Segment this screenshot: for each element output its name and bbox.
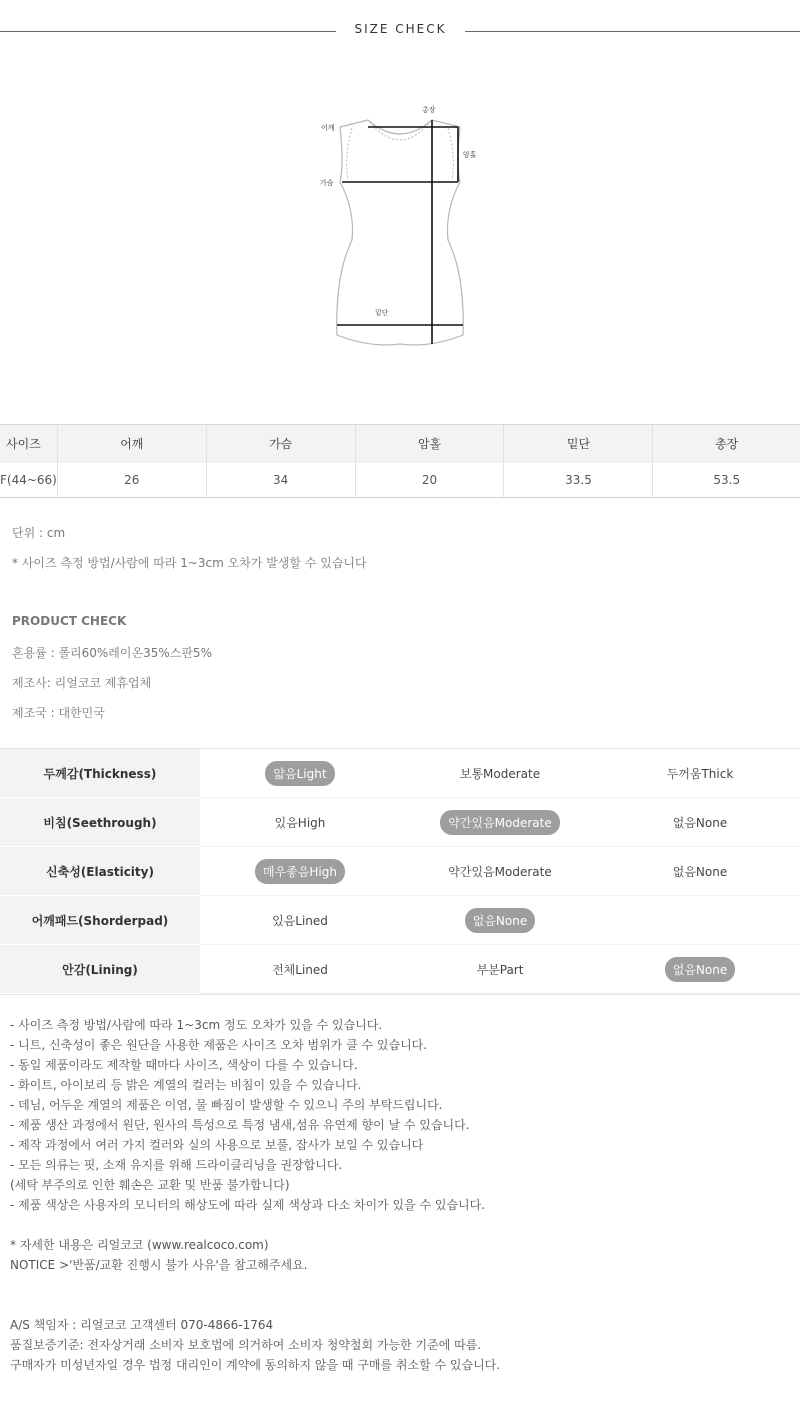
maker-info: 제조사: 리얼코코 제휴업체 <box>12 676 152 690</box>
fabric-row-seethrough <box>0 798 800 847</box>
notice-line: - 니트, 신축성이 좋은 원단을 사용한 제품은 사이즈 오차 범위가 클 수 있습니다. <box>10 1038 428 1052</box>
notice-line: - 제품 색상은 사용자의 모니터의 해상도에 따라 실제 색상과 다소 차이가 있을 수 있습니다. <box>10 1198 486 1212</box>
tolerance-note: * 사이즈 측정 방법/사람에 따라 1~3cm 오차가 발생할 수 있습니다 <box>12 556 367 570</box>
unit-note: 단위 : cm <box>12 526 66 540</box>
notice-list <box>10 1015 500 1375</box>
cell-shoulder: 26 <box>57 463 206 498</box>
fabric-label: 두께감(Thickness) <box>0 749 200 798</box>
chest-label: 가슴 <box>320 179 334 187</box>
fabric-option <box>400 847 600 896</box>
size-table <box>0 424 800 498</box>
fabric-option <box>600 896 800 945</box>
selected-option-pill: 약간있음Moderate <box>440 810 559 835</box>
fabric-option <box>400 798 600 847</box>
notice-line: (세탁 부주의로 인한 훼손은 교환 및 반품 불가합니다) <box>10 1178 290 1192</box>
length-label: 총장 <box>422 106 436 114</box>
fabric-option <box>200 896 400 945</box>
fabric-label: 안감(Lining) <box>0 945 200 994</box>
hem-label: 밑단 <box>375 309 389 317</box>
garment-measurement-diagram <box>300 100 500 350</box>
cell-hem: 33.5 <box>504 463 653 498</box>
fabric-row-lining <box>0 945 800 994</box>
selected-option-pill: 얇음Light <box>265 761 334 786</box>
fabric-option <box>600 798 800 847</box>
option-text: 없음None <box>672 864 728 879</box>
fabric-row-thickness <box>0 749 800 798</box>
dress-neckline <box>370 122 430 140</box>
option-text: 없음None <box>672 815 728 830</box>
notice-line: NOTICE >'반품/교환 진행시 불가 사유'을 참고해주세요. <box>10 1258 308 1272</box>
fabric-option <box>200 749 400 798</box>
fabric-row-shoulderpad <box>0 896 800 945</box>
fabric-table-divider <box>0 994 800 995</box>
fabric-option <box>200 945 400 994</box>
fabric-option <box>600 749 800 798</box>
armhole-label: 암홀 <box>463 151 477 159</box>
table-row <box>0 463 800 498</box>
fabric-row-elasticity <box>0 847 800 896</box>
notice-line: 구매자가 미성년자일 경우 법정 대리인이 계약에 동의하지 않을 때 구매를 취소할 수 있습니다. <box>10 1358 501 1372</box>
option-text: 두꺼움Thick <box>666 766 734 781</box>
notice-line: - 모든 의류는 핏, 소재 유지를 위해 드라이클리닝을 권장합니다. <box>10 1158 343 1172</box>
dress-outline <box>337 120 463 345</box>
option-text: 전체Lined <box>272 962 328 977</box>
header-divider-left <box>0 31 336 32</box>
selected-option-pill: 없음None <box>465 908 536 933</box>
option-text: 부분Part <box>476 962 524 977</box>
notice-line: - 데님, 어두운 계열의 제품은 이염, 물 빠짐이 발생할 수 있으니 주의 부탁드립니다. <box>10 1098 443 1112</box>
cell-chest: 34 <box>206 463 355 498</box>
option-text: 약간있음Moderate <box>448 864 552 879</box>
fabric-option <box>400 945 600 994</box>
selected-option-pill: 없음None <box>665 957 736 982</box>
fabric-option <box>600 945 800 994</box>
fabric-option <box>200 847 400 896</box>
notice-line: - 제품 생산 과정에서 원단, 원사의 특성으로 특정 냄새,섬유 유연제 향이 날 수 있습니다. <box>10 1118 470 1132</box>
country-info: 제조국 : 대한민국 <box>12 706 105 720</box>
notice-line <box>10 1215 500 1235</box>
notice-line: * 자세한 내용은 리얼코코 (www.realcoco.com) <box>10 1238 269 1252</box>
fabric-label: 비침(Seethrough) <box>0 798 200 847</box>
header-divider-right <box>465 31 800 32</box>
notice-line: - 사이즈 측정 방법/사람에 따라 1~3cm 정도 오차가 있을 수 있습니다. <box>10 1018 383 1032</box>
fabric-option <box>600 847 800 896</box>
size-check-header <box>0 18 800 44</box>
cell-size: F(44~66) <box>0 463 57 498</box>
option-text: 있음Lined <box>272 913 328 928</box>
fabric-option <box>400 896 600 945</box>
col-header-shoulder: 어깨 <box>57 425 206 463</box>
size-check-title: SIZE CHECK <box>354 22 447 36</box>
shoulder-label: 어깨 <box>321 124 335 132</box>
col-header-hem: 밑단 <box>504 425 653 463</box>
armhole-stitch-right <box>448 128 453 180</box>
product-check-title: PRODUCT CHECK <box>12 614 127 628</box>
col-header-chest: 가슴 <box>206 425 355 463</box>
fabric-info-table <box>0 748 800 994</box>
notice-line: - 화이트, 아이보리 등 밝은 계열의 컬러는 비침이 있을 수 있습니다. <box>10 1078 362 1092</box>
selected-option-pill: 매우좋음High <box>255 859 345 884</box>
fabric-label: 신축성(Elasticity) <box>0 847 200 896</box>
cell-length: 53.5 <box>653 463 800 498</box>
blend-info: 혼용률 : 폴리60%레이온35%스판5% <box>12 646 212 660</box>
col-header-armhole: 암홀 <box>355 425 504 463</box>
notice-line: A/S 책임자 : 리얼코코 고객센터 070-4866-1764 <box>10 1318 274 1332</box>
fabric-option <box>200 798 400 847</box>
option-text: 있음High <box>274 815 326 830</box>
notice-line <box>10 1295 500 1315</box>
fabric-label: 어깨패드(Shorderpad) <box>0 896 200 945</box>
fabric-option <box>400 749 600 798</box>
cell-armhole: 20 <box>355 463 504 498</box>
notice-line: 품질보증기준: 전자상거래 소비자 보호법에 의거하여 소비자 청약철회 가능한 기준에 따름. <box>10 1338 482 1352</box>
notice-line <box>10 1275 500 1295</box>
col-header-length: 총장 <box>653 425 800 463</box>
option-text: 보통Moderate <box>459 766 541 781</box>
notice-line: - 동일 제품이라도 제작할 때마다 사이즈, 색상이 다를 수 있습니다. <box>10 1058 358 1072</box>
col-header-size: 사이즈 <box>0 425 57 463</box>
size-table-header-row <box>0 425 800 463</box>
notice-line: - 제작 과정에서 여러 가지 컬러와 실의 사용으로 보풀, 잡사가 보일 수 있습니다 <box>10 1138 424 1152</box>
armhole-stitch-left <box>347 128 352 180</box>
